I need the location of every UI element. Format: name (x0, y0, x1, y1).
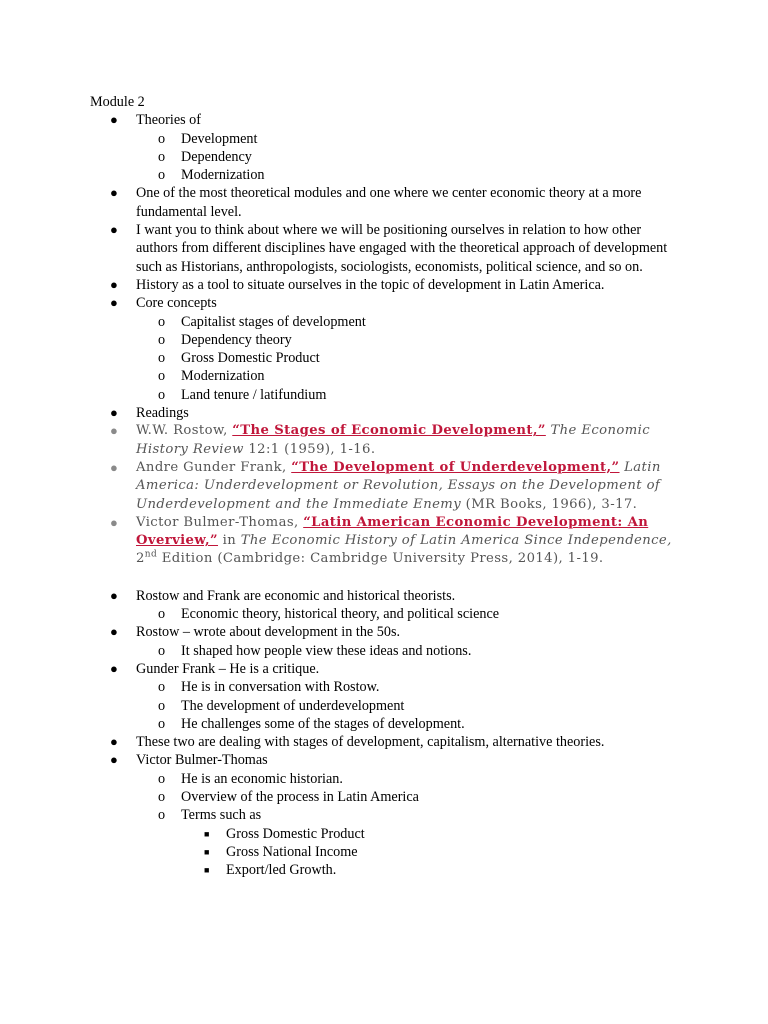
sub-bullet-text: Capitalist stages of development (181, 313, 366, 330)
bullet-item (90, 294, 680, 312)
bullet-text: Theories of (136, 112, 202, 129)
bullet-text: Rostow and Frank are economic and historical theorists. (136, 587, 456, 604)
sub-bullet-marker: o (158, 807, 166, 824)
sub-bullet-text: Development (181, 130, 258, 147)
bullet-marker: ● (110, 514, 119, 530)
sub-bullet-marker: o (158, 642, 166, 659)
sub-bullet-marker: o (158, 606, 166, 623)
sub-bullet-text: Modernization (181, 368, 265, 385)
bullet-item (90, 111, 680, 129)
citation-author: W.W. Rostow, (136, 423, 233, 439)
citation-title-link[interactable]: “The Stages of Economic Development,” (232, 423, 546, 439)
sub-bullet-item (90, 367, 680, 385)
sub-bullet-text: Modernization (181, 167, 265, 184)
bullet-text: One of the most theoretical modules and one where we center economic theory at a more fundamental level. (136, 185, 642, 220)
sub-bullet-item (90, 349, 680, 367)
bullet-marker: ● (110, 734, 118, 750)
bullet-item (90, 221, 680, 276)
sub-bullet-item (90, 130, 680, 148)
bullet-marker: ● (110, 624, 118, 640)
bullet-item (90, 404, 680, 422)
citation-author: Andre Gunder Frank, (136, 459, 292, 475)
reading-citation (90, 459, 680, 514)
bullet-marker: ● (110, 752, 118, 768)
bullet-text: I want you to think about where we will be positioning ourselves in relation to how other authors from different disciplines have engaged with the theoretical approach of development such as Historians, anthropologists, sociologists, economists, political science, and so on. (136, 222, 668, 275)
citation-edition-number: 2 (136, 551, 145, 567)
citation-details: (MR Books, 1966), 3-17. (461, 496, 638, 512)
sub-bullet-text: Gross Domestic Product (181, 350, 320, 367)
square-bullet-marker: ■ (204, 865, 210, 876)
sub-bullet-marker: o (158, 386, 166, 403)
sub-bullet-text: Overview of the process in Latin America (181, 788, 419, 805)
sub-bullet-marker: o (158, 331, 166, 348)
sub-sub-bullet-text: Gross National Income (226, 843, 358, 860)
bullet-item (90, 276, 680, 294)
sub-bullet-item (90, 386, 680, 404)
sub-bullet-marker: o (158, 715, 166, 732)
bullet-text: These two are dealing with stages of development, capitalism, alternative theories. (136, 734, 605, 751)
bullet-item (90, 660, 680, 678)
sub-bullet-item (90, 806, 680, 824)
sub-sub-bullet-item (90, 843, 680, 861)
sub-bullet-text: He is an economic historian. (181, 770, 343, 787)
sub-bullet-item (90, 770, 680, 788)
bullet-text: Gunder Frank – He is a critique. (136, 660, 320, 677)
bullet-item (90, 587, 680, 605)
sub-bullet-text: It shaped how people view these ideas and notions. (181, 642, 472, 659)
sub-sub-bullet-item (90, 825, 680, 843)
citation-edition-suffix: nd (144, 550, 158, 561)
bullet-marker: ● (110, 405, 118, 421)
sub-bullet-marker: o (158, 697, 166, 714)
sub-bullet-marker: o (158, 148, 166, 165)
sub-bullet-text: The development of underdevelopment (181, 697, 405, 714)
bullet-text: Rostow – wrote about development in the 50s. (136, 624, 401, 641)
sub-bullet-item (90, 331, 680, 349)
sub-bullet-item (90, 313, 680, 331)
sub-bullet-marker: o (158, 770, 166, 787)
readings-heading: Readings (136, 405, 189, 422)
sub-bullet-item (90, 678, 680, 696)
sub-bullet-text: Economic theory, historical theory, and political science (181, 606, 500, 623)
sub-bullet-item (90, 788, 680, 806)
sub-bullet-text: He is in conversation with Rostow. (181, 679, 380, 696)
bullet-text: History as a tool to situate ourselves in the topic of development in Latin America. (136, 276, 605, 293)
module-title: Module 2 (90, 94, 145, 110)
document-body (90, 93, 680, 879)
sub-bullet-item (90, 642, 680, 660)
sub-bullet-marker: o (158, 679, 166, 696)
reading-citation (90, 422, 680, 459)
sub-bullet-item (90, 605, 680, 623)
sub-bullet-item (90, 697, 680, 715)
sub-bullet-text: Terms such as (181, 807, 262, 824)
citation-title-link[interactable]: “Latin American Economic Development: An Overview,” (136, 514, 649, 549)
bullet-text: Victor Bulmer-Thomas (136, 752, 268, 769)
sub-bullet-text: Land tenure / latifundium (181, 386, 327, 403)
bullet-marker: ● (110, 423, 119, 439)
bullet-marker: ● (110, 459, 119, 475)
citation-source: The Economic History of Latin America Since Independence, (240, 533, 672, 549)
sub-bullet-text: He challenges some of the stages of development. (181, 715, 465, 732)
bullet-item (90, 751, 680, 769)
bullet-marker: ● (110, 185, 118, 201)
reading-citation (90, 514, 680, 569)
sub-sub-bullet-text: Gross Domestic Product (226, 825, 365, 842)
sub-bullet-text: Dependency theory (181, 331, 292, 348)
sub-bullet-item (90, 166, 680, 184)
sub-sub-bullet-text: Export/led Growth. (226, 862, 337, 879)
bullet-marker: ● (110, 660, 118, 676)
sub-bullet-marker: o (158, 130, 166, 147)
sub-bullet-marker: o (158, 350, 166, 367)
square-bullet-marker: ■ (204, 846, 210, 857)
bullet-marker: ● (110, 112, 118, 128)
sub-sub-bullet-item (90, 861, 680, 879)
sub-bullet-marker: o (158, 368, 166, 385)
sub-bullet-marker: o (158, 788, 166, 805)
bullet-marker: ● (110, 276, 118, 292)
bullet-item (90, 184, 680, 221)
sub-bullet-item (90, 148, 680, 166)
bullet-marker: ● (110, 587, 118, 603)
square-bullet-marker: ■ (204, 828, 210, 839)
citation-connector: in (218, 533, 241, 549)
sub-bullet-item (90, 715, 680, 733)
citation-source: The Economic History Review (136, 423, 651, 457)
bullet-marker: ● (110, 222, 118, 238)
bullet-item (90, 623, 680, 641)
citation-title-link[interactable]: “The Development of Underdevelopment,” (291, 459, 620, 475)
citation-author: Victor Bulmer-Thomas, (136, 514, 304, 530)
sub-bullet-marker: o (158, 313, 166, 330)
citation-details: Edition (Cambridge: Cambridge University Press, 2014), 1-19. (157, 551, 604, 567)
blank-line (90, 569, 680, 587)
bullet-marker: ● (110, 295, 118, 311)
sub-bullet-marker: o (158, 167, 166, 184)
bullet-text: Core concepts (136, 295, 217, 312)
sub-bullet-text: Dependency (181, 148, 252, 165)
bullet-item (90, 733, 680, 751)
citation-details: 12:1 (1959), 1-16. (243, 441, 376, 457)
citation-source: Latin America: Underdevelopment or Revolution, Essays on the Development of Underdevelopment and the Immediate Enemy (136, 459, 661, 512)
